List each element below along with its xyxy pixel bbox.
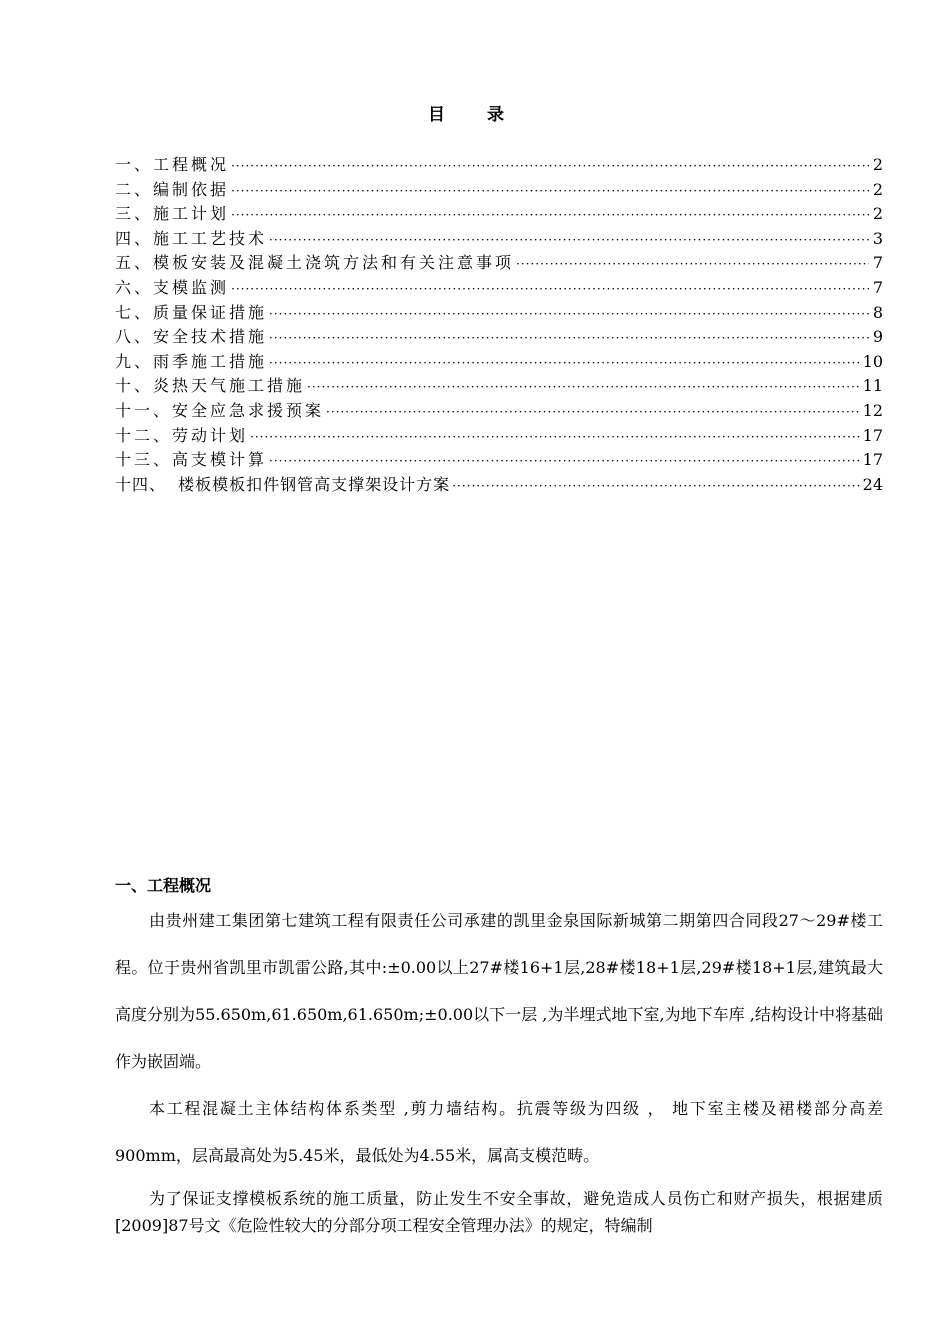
toc-entry bbox=[115, 424, 883, 449]
toc-entry-label: 六、支模监测 bbox=[115, 277, 230, 297]
toc-leader bbox=[307, 375, 861, 400]
toc-entry-label: 八、安全技术措施 bbox=[115, 327, 268, 347]
toc-entry bbox=[115, 325, 883, 350]
toc-entry bbox=[115, 227, 883, 252]
toc-entry bbox=[115, 153, 883, 178]
toc-entry bbox=[115, 178, 883, 203]
toc-entry bbox=[115, 202, 883, 227]
toc-entry bbox=[115, 448, 883, 473]
toc-entry-label: 四、施工工艺技术 bbox=[115, 228, 268, 248]
toc-entry bbox=[115, 350, 883, 375]
toc-entry-page: 7 bbox=[872, 277, 883, 297]
toc-entry-page: 3 bbox=[872, 228, 883, 248]
toc-leader bbox=[269, 351, 861, 376]
toc-entry-label: 三、施工计划 bbox=[115, 204, 230, 224]
toc-leader bbox=[250, 425, 861, 450]
toc-leader bbox=[231, 203, 869, 228]
toc-entry-page: 17 bbox=[862, 425, 883, 445]
toc-entry-label: 一、工程概况 bbox=[115, 155, 230, 174]
section-heading: 一、工程概况 bbox=[115, 876, 212, 895]
toc-entry-page: 2 bbox=[872, 204, 883, 224]
toc-entry-label: 十一、安全应急求援预案 bbox=[115, 400, 325, 420]
toc-entry-label: 九、雨季施工措施 bbox=[115, 351, 268, 371]
toc-leader bbox=[231, 277, 869, 302]
toc-entry-label: 十四、 楼板模板扣件钢管高支撑架设计方案 bbox=[115, 474, 451, 494]
toc-entry-page: 12 bbox=[862, 400, 883, 420]
toc-leader bbox=[269, 326, 869, 351]
toc-entry-label: 十三、高支模计算 bbox=[115, 450, 268, 470]
toc-entry bbox=[115, 251, 883, 276]
toc-entry-page: 2 bbox=[872, 179, 883, 199]
toc-leader bbox=[269, 449, 861, 474]
body-paragraph: 为了保证支撑模板系统的施工质量，防止发生不安全事故，避免造成人员伤亡和财产损失，根据建质[2009]87号文《危险性较大的分部分项工程安全管理办法》的规定，特编制 bbox=[115, 1189, 883, 1235]
toc-entry-label: 五、模板安装及混凝土浇筑方法和有关注意事项 bbox=[115, 253, 515, 273]
toc-entry bbox=[115, 276, 883, 301]
body-paragraph: 本工程混凝土主体结构体系类型 ,剪力墙结构。抗震等级为四级 ， 地下室主楼及裙楼部分高差900mm，层高最高处为5.45米，最低处为4.55米，属高支模范畴。 bbox=[115, 1099, 883, 1165]
toc-entry-page: 7 bbox=[872, 253, 883, 273]
toc-leader bbox=[231, 154, 869, 179]
toc-leader bbox=[516, 252, 869, 277]
toc-entry-page: 2 bbox=[872, 155, 883, 174]
toc-leader bbox=[269, 302, 869, 327]
toc-entry bbox=[115, 374, 883, 399]
toc-entry bbox=[115, 301, 883, 326]
toc-entry-page: 24 bbox=[862, 474, 883, 494]
toc-entry-label: 十、炎热天气施工措施 bbox=[115, 376, 306, 396]
toc-entry-page: 17 bbox=[862, 450, 883, 470]
toc-entry-label: 二、编制依据 bbox=[115, 179, 230, 199]
table-of-contents bbox=[115, 153, 883, 497]
toc-title: 目 录 bbox=[428, 105, 522, 125]
toc-entry-page: 9 bbox=[872, 327, 883, 347]
toc-leader bbox=[452, 474, 860, 499]
toc-entry-page: 11 bbox=[862, 376, 883, 396]
body-paragraph: 由贵州建工集团第七建筑工程有限责任公司承建的凯里金泉国际新城第二期第四合同段27～29#楼工程。位于贵州省凯里市凯雷公路,其中:±0.00以上27#楼16+1层,28#楼18+1层,29#楼18+1层,建筑最大高度分别为55.650m,61.650m,61.650m;±0.00以下一层 ,为半埋式地下室,为地下车库 ,结构设计中将基础作为嵌固端。 bbox=[115, 911, 883, 1071]
toc-entry-page: 10 bbox=[862, 351, 883, 371]
toc-entry bbox=[115, 473, 883, 498]
toc-entry-label: 十二、劳动计划 bbox=[115, 425, 249, 445]
toc-leader bbox=[326, 400, 861, 425]
toc-entry bbox=[115, 399, 883, 424]
toc-entry-label: 七、质量保证措施 bbox=[115, 302, 268, 322]
toc-leader bbox=[269, 228, 869, 253]
toc-entry-page: 8 bbox=[872, 302, 883, 322]
toc-leader bbox=[231, 179, 869, 204]
